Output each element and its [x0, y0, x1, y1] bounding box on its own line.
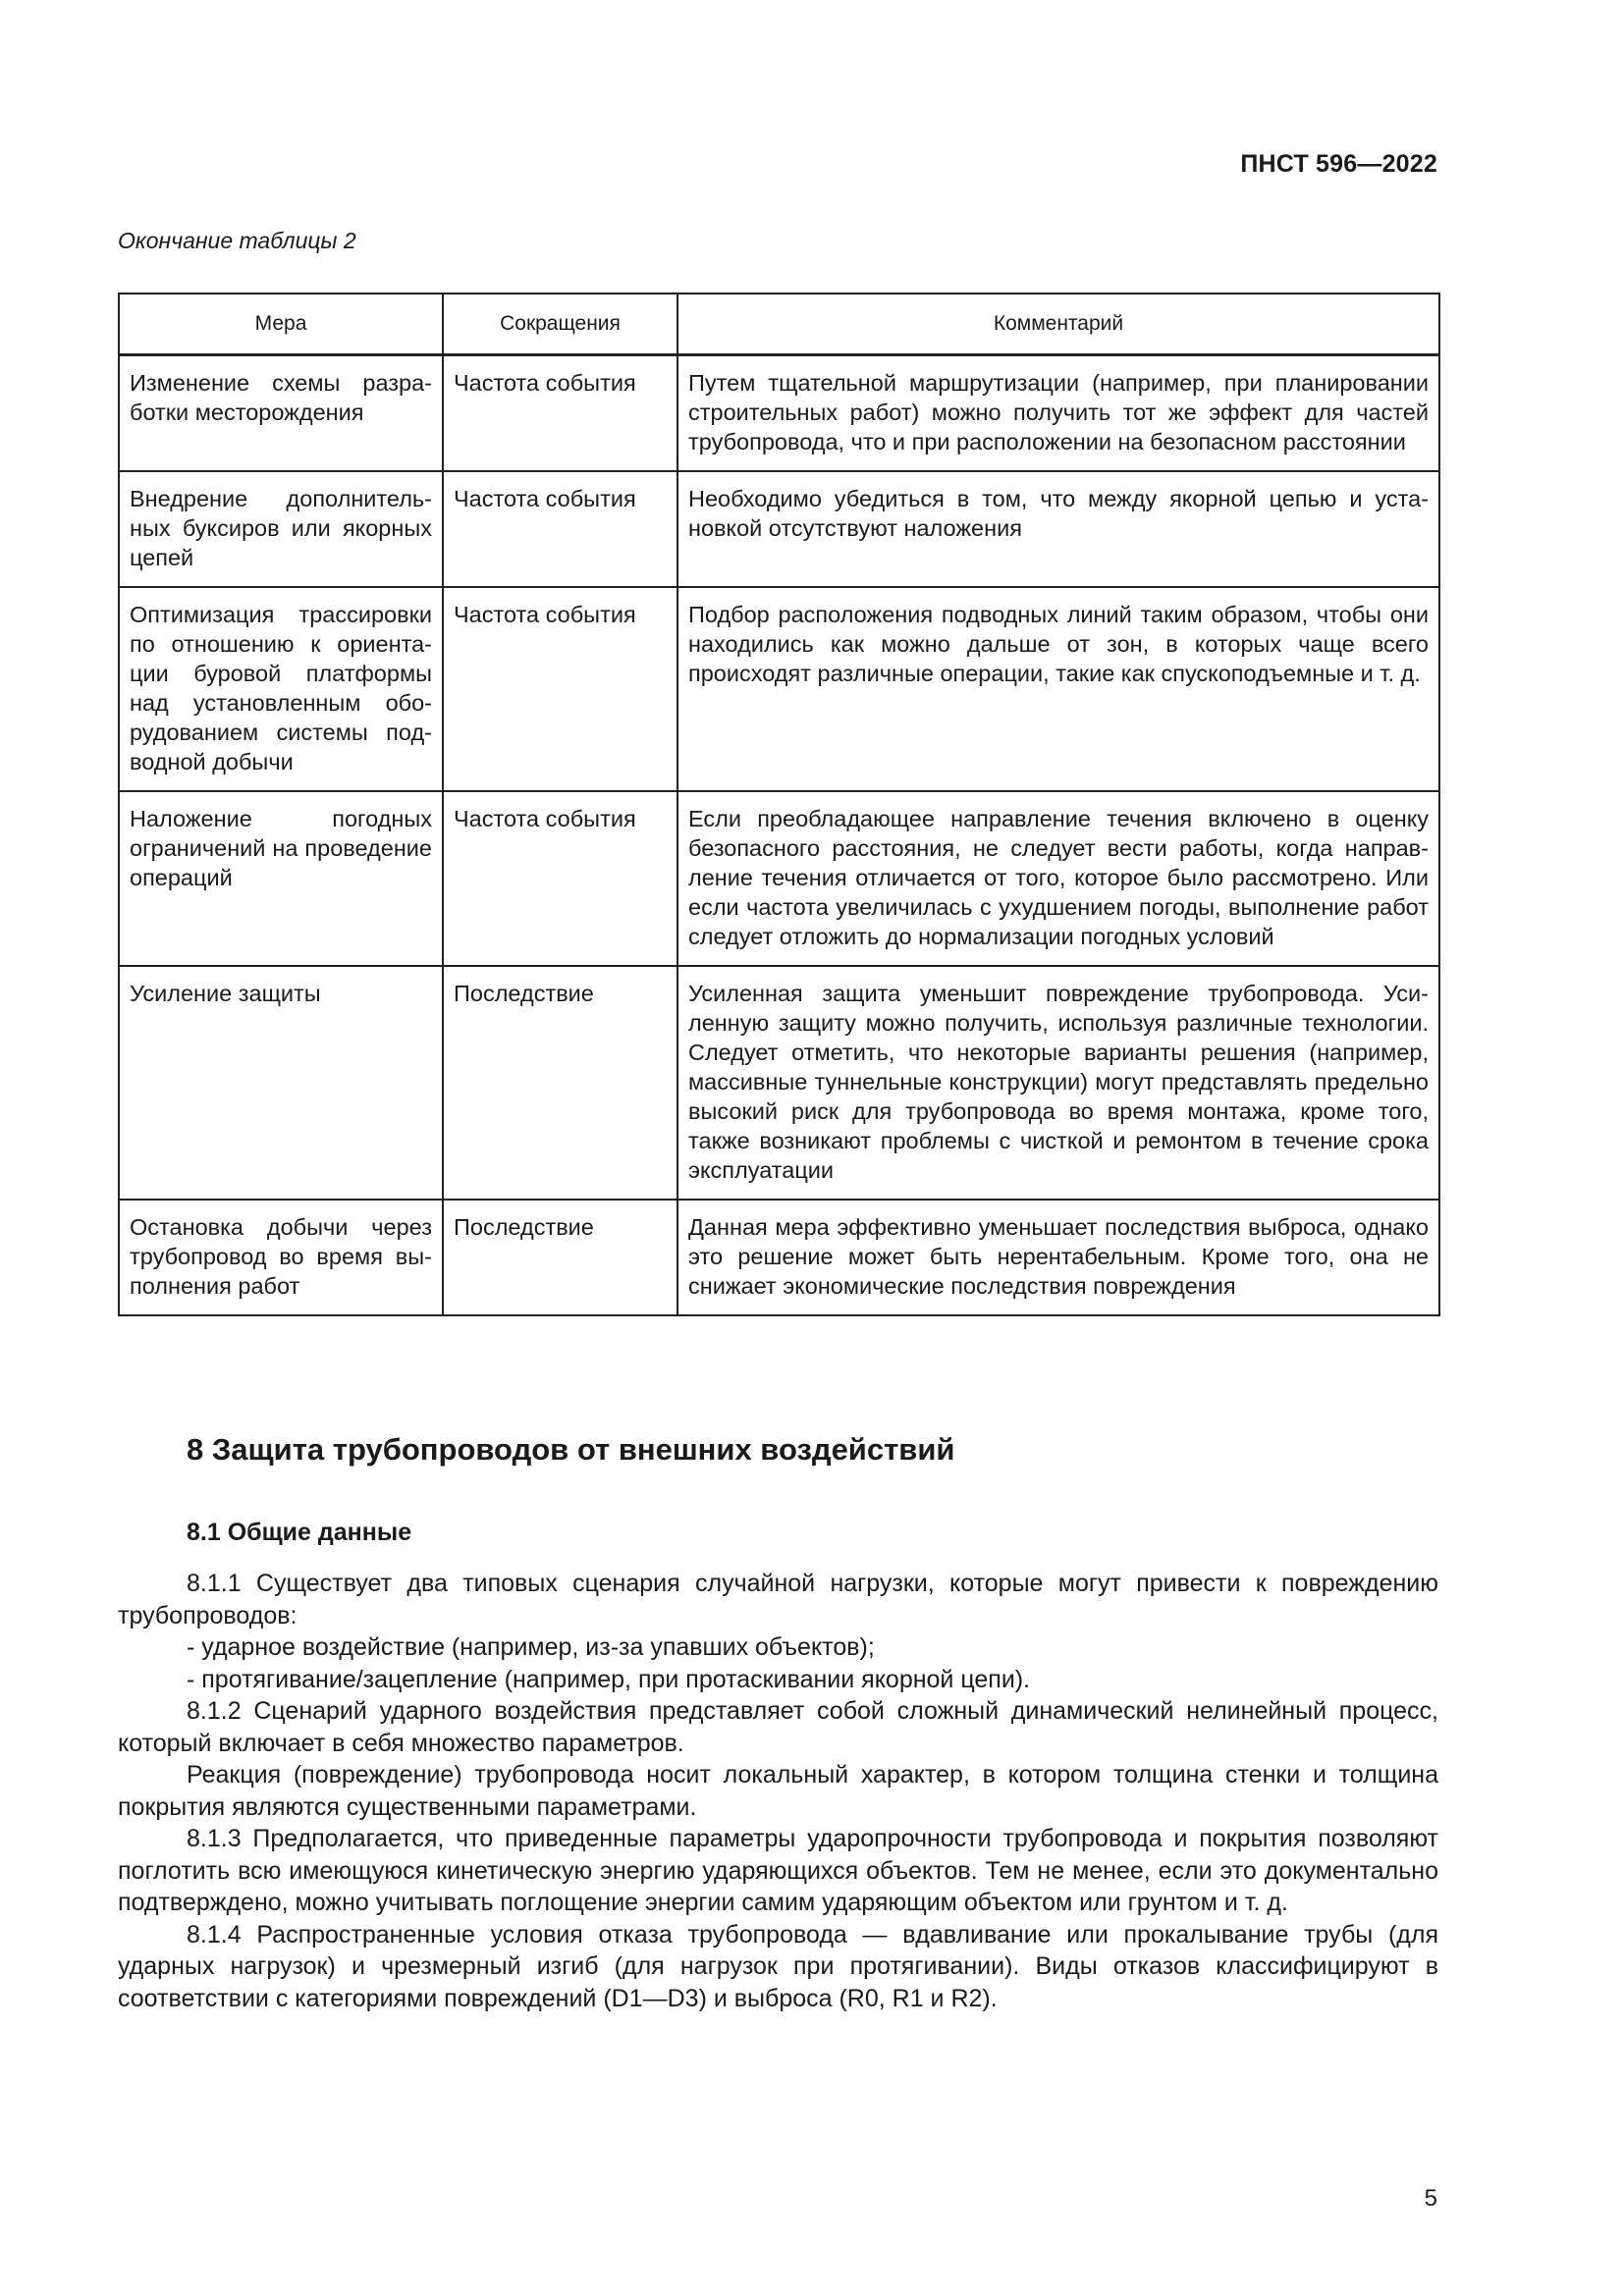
table-row	[119, 587, 1439, 791]
page-number: 5	[1424, 2185, 1437, 2212]
table-row	[119, 966, 1439, 1200]
comment-cell: Если преобладающее направление течения включено в оценку безопасного расстояния, не следует вести работы, когда направление течения отличается от того, которое было рассмотрено. Или если частота увеличилась с ухудшением погоды, выполнение работ следует отложить до нормализации погодных условий	[677, 791, 1439, 966]
table-row	[119, 1200, 1439, 1315]
paragraph: Реакция (повреждение) трубопровода носит локальный характер, в котором толщина стенки и толщина покрытия являются существенными параметрами.	[118, 1761, 1438, 1821]
list-item: - протягивание/зацепление (например, при протаскивании якорной цепи).	[187, 1665, 1031, 1693]
table-row	[119, 791, 1439, 966]
reduction-cell: Последствие	[443, 966, 677, 1200]
column-header-reduction: Сокращения	[443, 294, 677, 355]
paragraph: 8.1.1 Существует два типовых сценария случайной нагрузки, которые могут привести к повреждению трубопроводов:	[118, 1570, 1438, 1629]
section-body	[118, 1568, 1438, 2014]
paragraph: 8.1.4 Распространенные условия отказа трубопровода — вдавливание или прокалывание трубы (для ударных нагрузок) и чрезмерный изгиб (для нагрузок при протягивании). Виды отказов классифицируют в соответствии с категориями повреждений (D1—D3) и выброса (R0, R1 и R2).	[118, 1920, 1438, 2012]
reduction-cell: Частота события	[443, 355, 677, 472]
comment-cell: Необходимо убедиться в том, что между якорной цепью и установкой отсутствуют наложения	[677, 471, 1439, 587]
measure-cell: Внедрение дополнительных буксиров или якорных цепей	[119, 471, 443, 587]
measure-cell: Наложение погодных ограничений на проведение операций	[119, 791, 443, 966]
comment-cell: Путем тщательной маршрутизации (например, при планировании строительных работ) можно получить тот же эффект для частей трубопровода, что и при расположении на безопасном расстоянии	[677, 355, 1439, 472]
reduction-cell: Частота события	[443, 791, 677, 966]
comment-cell: Усиленная защита уменьшит повреждение трубопровода. Усиленную защиту можно получить, используя различные технологии. Следует отметить, что некоторые варианты решения (например, массивные туннельные конструкции) могут представлять предельно высокий риск для трубопровода во время монтажа, кроме того, также возникают проблемы с чисткой и ремонтом в течение срока эксплуатации	[677, 966, 1439, 1200]
paragraph: 8.1.2 Сценарий ударного воздействия представляет собой сложный динамический нелинейный процесс, который включает в себя множество параметров.	[118, 1697, 1438, 1757]
column-header-measure: Мера	[119, 294, 443, 355]
subsection-title: 8.1 Общие данные	[187, 1519, 412, 1546]
table-row	[119, 471, 1439, 587]
measure-cell: Усиление защиты	[119, 966, 443, 1200]
table-header-row	[119, 294, 1439, 355]
measures-table	[118, 293, 1440, 1316]
comment-cell: Данная мера эффективно уменьшает последствия выброса, однако это решение может быть нерентабельным. Кроме того, она не снижает экономические последствия повреждения	[677, 1200, 1439, 1315]
reduction-cell: Частота события	[443, 587, 677, 791]
reduction-cell: Последствие	[443, 1200, 677, 1315]
comment-cell: Подбор расположения подводных линий таким образом, чтобы они находились как можно дальше от зон, в которых чаще всего происходят различные операции, такие как спускоподъемные и т. д.	[677, 587, 1439, 791]
list-item: - ударное воздействие (например, из-за упавших объектов);	[187, 1633, 875, 1661]
measure-cell: Остановка добычи через трубопровод во время выполнения работ	[119, 1200, 443, 1315]
section-title: 8 Защита трубопроводов от внешних воздействий	[187, 1432, 955, 1467]
measure-cell: Изменение схемы разработки месторождения	[119, 355, 443, 472]
paragraph: 8.1.3 Предполагается, что приведенные параметры ударопрочности трубопровода и покрытия позволяют поглотить всю имеющуюся кинетическую энергию ударяющихся объектов. Тем не менее, если это документально подтверждено, можно учитывать поглощение энергии самим ударяющим объектом или грунтом и т. д.	[118, 1825, 1438, 1916]
table-row	[119, 355, 1439, 472]
reduction-cell: Частота события	[443, 471, 677, 587]
column-header-comment: Комментарий	[677, 294, 1439, 355]
table-caption: Окончание таблицы 2	[118, 228, 356, 253]
document-code: ПНСТ 596—2022	[1240, 150, 1437, 178]
measure-cell: Оптимизация трассировки по отношению к ориентации буровой платформы над установленным оборудованием системы подводной добычи	[119, 587, 443, 791]
